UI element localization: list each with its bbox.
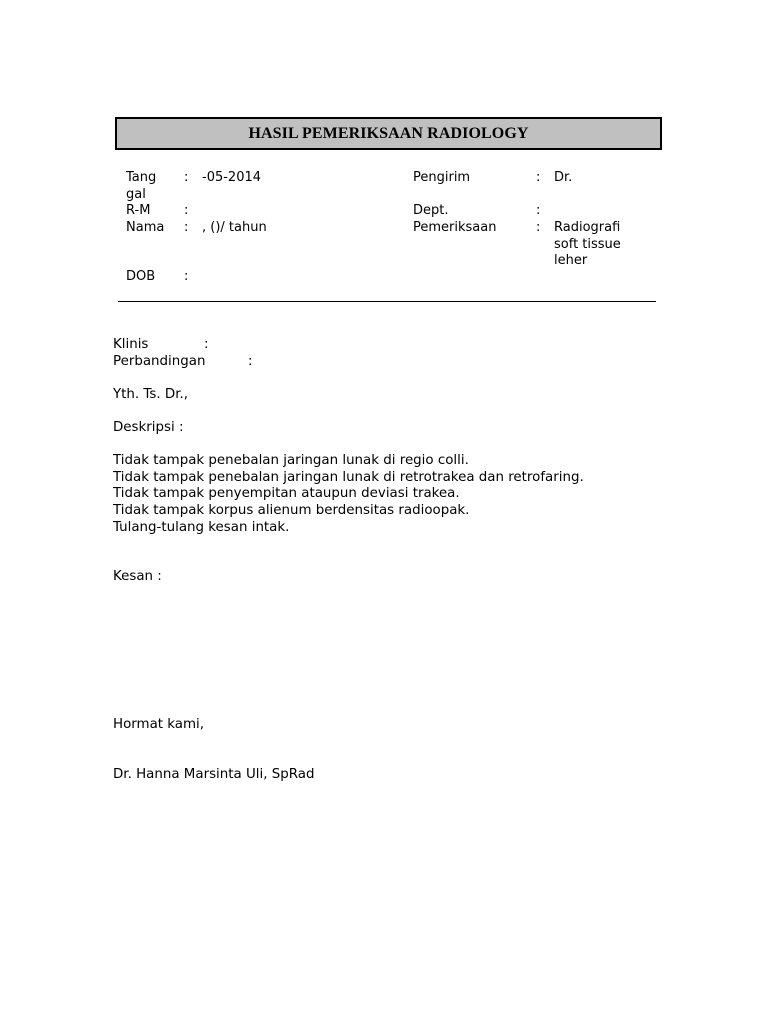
pemeriksaan-value-line1: Radiografi [554,220,621,235]
pemeriksaan-value-line2: soft tissue [554,237,621,252]
nama-value: , ()/ tahun [202,220,267,235]
perbandingan-colon: : [248,354,253,369]
pengirim-colon: : [536,170,541,185]
dob-colon: : [184,269,189,284]
report-title-box [115,117,662,150]
finding-line: Tidak tampak penebalan jaringan lunak di retrotrakea dan retrofaring. [113,470,584,485]
pemeriksaan-value-line3: leher [554,253,588,268]
finding-line: Tidak tampak penebalan jaringan lunak di regio colli. [113,453,469,468]
dept-label: Dept. [413,203,449,218]
perbandingan-label: Perbandingan [113,354,206,369]
signature-name: Dr. Hanna Marsinta Uli, SpRad [113,767,315,782]
pengirim-value: Dr. [554,170,573,185]
klinis-colon: : [204,337,209,352]
finding-line: Tidak tampak korpus alienum berdensitas radioopak. [113,503,470,518]
nama-label: Nama [126,220,165,235]
greeting-line: Yth. Ts. Dr., [113,387,188,402]
tanggal-value: -05-2014 [202,170,262,185]
nama-colon: : [184,220,189,235]
finding-line: Tidak tampak penyempitan ataupun deviasi trakea. [113,486,460,501]
rm-label: R-M [126,203,151,218]
rm-colon: : [184,203,189,218]
finding-line: Tulang-tulang kesan intak. [113,520,290,535]
pengirim-label: Pengirim [413,170,471,185]
dob-label: DOB [126,269,156,284]
pemeriksaan-colon: : [536,220,541,235]
deskripsi-label: Deskripsi : [113,420,184,435]
dept-colon: : [536,203,541,218]
kesan-label: Kesan : [113,569,162,584]
pemeriksaan-label: Pemeriksaan [413,220,497,235]
tanggal-label-line1: Tang [126,170,157,185]
header-divider [118,301,656,302]
closing-line: Hormat kami, [113,717,205,732]
tanggal-label-line2: gal [126,187,146,202]
klinis-label: Klinis [113,337,149,352]
report-title: HASIL PEMERIKSAAN RADIOLOGY [248,124,529,142]
tanggal-colon: : [184,170,189,185]
